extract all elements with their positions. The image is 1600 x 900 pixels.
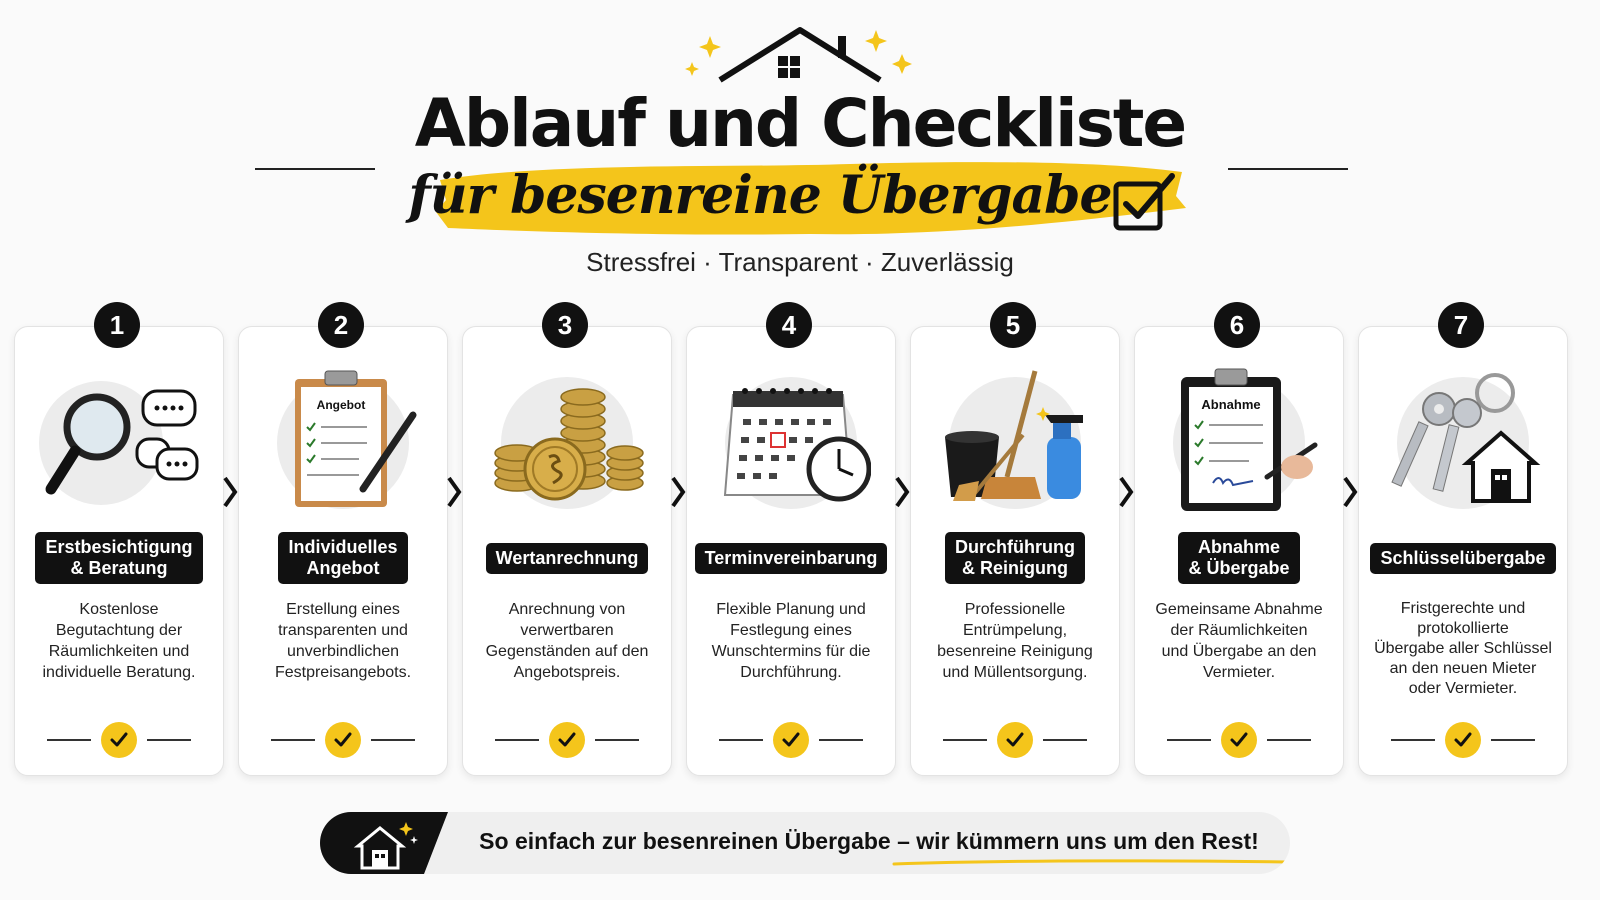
- check-icon: [997, 722, 1033, 758]
- step-title: Erstbesichtigung & Beratung: [27, 531, 211, 585]
- footer-banner: [320, 812, 1290, 874]
- step-title: Abnahme & Übergabe: [1147, 531, 1331, 585]
- divider: [495, 739, 539, 741]
- step-description: Kostenlose Begutachtung der Räumlichkeiten und individuelle Beratung.: [42, 601, 196, 681]
- svg-text:Abnahme: Abnahme: [1201, 397, 1261, 412]
- step-number-badge: 1: [94, 302, 140, 348]
- divider: [1167, 739, 1211, 741]
- check-icon: [325, 722, 361, 758]
- house-sparkle-icon: [320, 812, 460, 874]
- divider: [1267, 739, 1311, 741]
- process-steps: [0, 296, 1600, 786]
- step-card-5: [910, 326, 1120, 776]
- chevron-right-icon: [1118, 472, 1134, 512]
- divider: [595, 739, 639, 741]
- step-card-1: [14, 326, 224, 776]
- check-icon: [1221, 722, 1257, 758]
- chevron-right-icon: [446, 472, 462, 512]
- check-icon: [549, 722, 585, 758]
- step-number-badge: 5: [990, 302, 1036, 348]
- banner-text: So einfach zur besenreinen Übergabe – wir kümmern uns um den Rest!: [479, 828, 1259, 854]
- step-description: Anrechnung von verwertbaren Gegenständen auf den Angebotspreis.: [485, 601, 649, 681]
- chevron-right-icon: [670, 472, 686, 512]
- check-icon: [773, 722, 809, 758]
- divider: [943, 739, 987, 741]
- header: [0, 0, 1600, 290]
- coins-icon: [487, 365, 647, 515]
- calendar-clock-icon: [711, 365, 871, 515]
- step-title: Wertanrechnung: [475, 531, 659, 585]
- step-description: Fristgerechte und protokollierte Übergabe aller Schlüssel an den neuen Mieter oder Vermieter.: [1374, 600, 1552, 697]
- step-title: Individuelles Angebot: [251, 531, 435, 585]
- keys-house-icon: [1383, 365, 1543, 515]
- step-description: Professionelle Entrümpelung, besenreine Reinigung und Müllentsorgung.: [937, 601, 1093, 681]
- step-card-6: [1134, 326, 1344, 776]
- page-title: Ablauf und Checkliste: [414, 85, 1186, 162]
- chevron-right-icon: [222, 472, 238, 512]
- step-card-2: [238, 326, 448, 776]
- divider: [719, 739, 763, 741]
- step-card-4: [686, 326, 896, 776]
- step-card-7: [1358, 326, 1568, 776]
- step-number-badge: 3: [542, 302, 588, 348]
- step-title: Terminvereinbarung: [699, 531, 883, 585]
- page-subtitle: für besenreine Übergabe: [408, 165, 1112, 226]
- clipboard-pen-icon: [263, 365, 423, 515]
- cleaning-supplies-icon: [935, 365, 1095, 515]
- chevron-right-icon: [894, 472, 910, 512]
- step-description: Gemeinsame Abnahme der Räumlichkeiten und Übergabe an den Vermieter.: [1155, 601, 1323, 681]
- magnifier-chat-icon: [39, 365, 199, 515]
- divider: [271, 739, 315, 741]
- step-title: Schlüsselübergabe: [1371, 531, 1555, 585]
- step-description: Erstellung eines transparenten und unverbindlichen Festpreisangebots.: [274, 601, 412, 681]
- divider: [1391, 739, 1435, 741]
- step-number-badge: 6: [1214, 302, 1260, 348]
- check-icon: [1445, 722, 1481, 758]
- tagline: Stressfrei · Transparent · Zuverlässig: [586, 247, 1014, 277]
- clipboard-sign-icon: [1159, 365, 1319, 515]
- step-title: Durchführung & Reinigung: [923, 531, 1107, 585]
- divider: [1491, 739, 1535, 741]
- divider: [371, 739, 415, 741]
- divider: [147, 739, 191, 741]
- step-number-badge: 7: [1438, 302, 1484, 348]
- chevron-right-icon: [1342, 472, 1358, 512]
- checkbox-checked-icon: [1112, 170, 1178, 232]
- divider: [819, 739, 863, 741]
- step-card-3: [462, 326, 672, 776]
- banner-underline: [890, 858, 1290, 868]
- check-icon: [101, 722, 137, 758]
- divider: [1043, 739, 1087, 741]
- divider: [47, 739, 91, 741]
- step-description: Flexible Planung und Festlegung eines Wunschtermins für die Durchführung.: [711, 601, 871, 681]
- step-number-badge: 2: [318, 302, 364, 348]
- house-roof-icon: [680, 22, 920, 84]
- svg-text:Angebot: Angebot: [316, 398, 366, 412]
- step-number-badge: 4: [766, 302, 812, 348]
